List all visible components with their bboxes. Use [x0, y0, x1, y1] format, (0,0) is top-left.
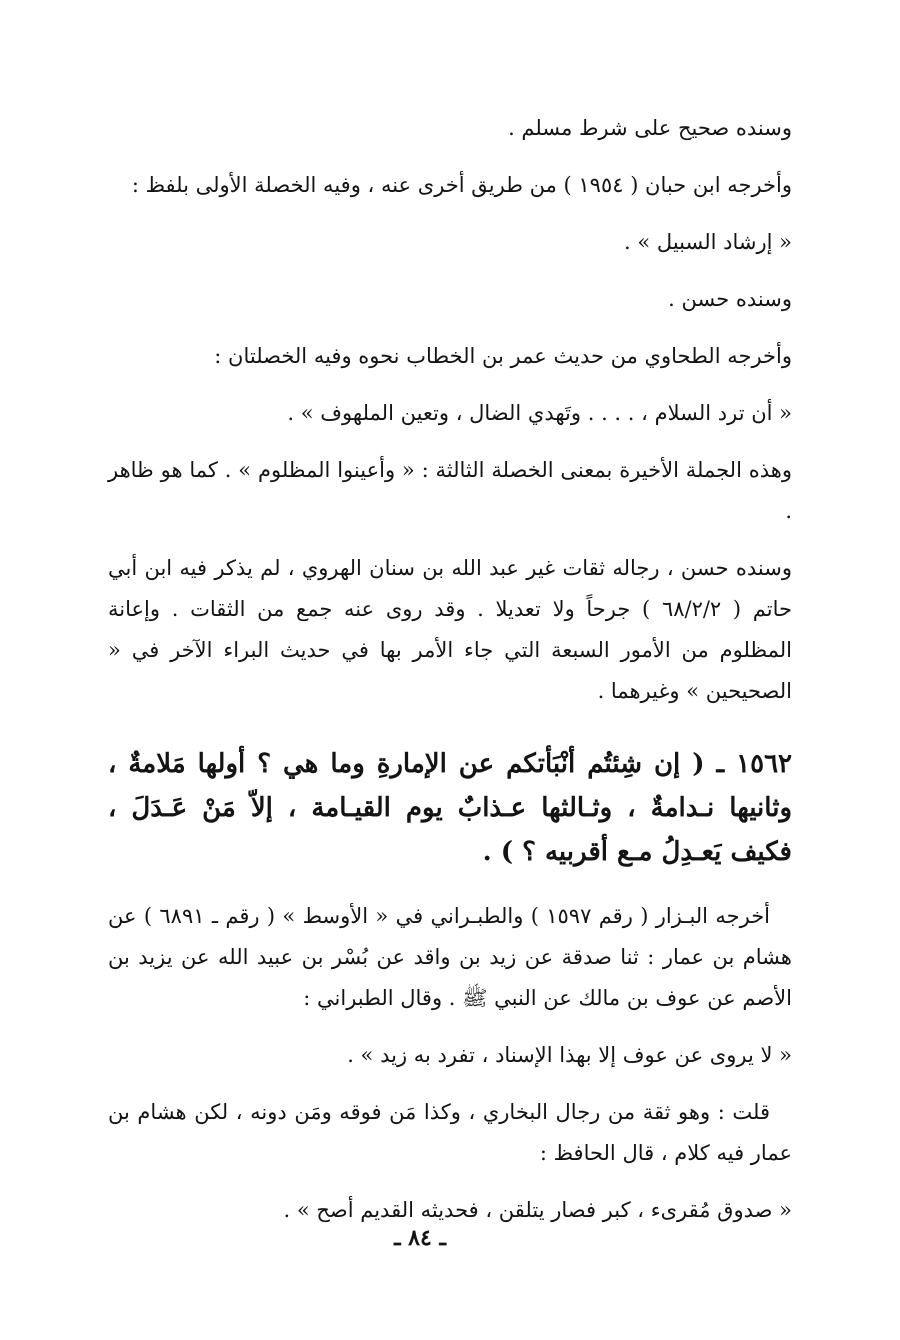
hadith-block — [108, 742, 792, 874]
quote-hafiz: « صدوق مُقرىء ، كبر فصار يتلقن ، فحديثه القديم أصح » . — [283, 1198, 792, 1222]
hadith-text: ( إن شِئتُم أنْبَأتكم عن الإمارةِ وما هي ؟ أولها مَلامةٌ ، وثانيها نـدامةٌ ، وثـالثها عـذابٌ يوم القيـامة ، إلاّ مَنْ عَـدَلَ ، فكيف يَعـدِلُ مـع أقربيه ؟ ) . — [108, 749, 792, 867]
paragraph-sanad-hasan: وسنده حسن . — [668, 287, 792, 311]
page-body — [108, 108, 792, 1247]
quote-tabarani: « لا يروى عن عوف إلا بهذا الإسناد ، تفرد به زيد » . — [347, 1043, 792, 1067]
paragraph-tahawi: وأخرجه الطحاوي من حديث عمر بن الخطاب نحوه وفيه الخصلتان : — [214, 344, 792, 368]
quote-tahawi: « أن ترد السلام ، . . . . وتَهدي الضال ، وتعين الملهوف » . — [287, 401, 792, 425]
paragraph-third-trait: وهذه الجملة الأخيرة بمعنى الخصلة الثالثة : « وأعينوا المظلوم » . كما هو ظاهر . — [108, 458, 792, 523]
page-number: ـ ٨٤ ـ — [394, 1225, 446, 1251]
quote-irshad: « إرشاد السبيل » . — [624, 230, 792, 254]
hadith-number: ١٥٦٢ ـ — [716, 749, 793, 779]
paragraph-sanad-discussion: وسنده حسن ، رجاله ثقات غير عبد الله بن سنان الهروي ، لم يذكر فيه ابن أبي حاتم ( ٦٨/٢/٢ ) جرحاً ولا تعديلا . وقد روى عنه جمع من الثقات . وإعانة المظلوم من الأمور السبعة التي جاء الأمر بها في حديث البراء الآخر في « الصحيحين » وغيرهما . — [108, 556, 792, 703]
paragraph-ibn-hibban: وأخرجه ابن حبان ( ١٩٥٤ ) من طريق أخرى عنه ، وفيه الخصلة الأولى بلفظ : — [131, 173, 792, 197]
paragraph-sanad-sahih: وسنده صحيح على شرط مسلم . — [508, 116, 792, 140]
paragraph-bazzar: أخرجه البـزار ( رقم ١٥٩٧ ) والطبـراني في « الأوسط » ( رقم ـ ٦٨٩١ ) عن هشام بن عمار : ثنا صدقة عن زيد بن واقد عن بُسْر بن عبيد الله عن يزيد بن الأصم عن عوف بن مالك عن النبي ﷺ . وقال الطبراني : — [108, 904, 792, 1010]
paragraph-qult: قلت : وهو ثقة من رجال البخاري ، وكذا مَن فوقه ومَن دونه ، لكن هشام بن عمار فيه كلام ، قال الحافظ : — [108, 1100, 792, 1165]
